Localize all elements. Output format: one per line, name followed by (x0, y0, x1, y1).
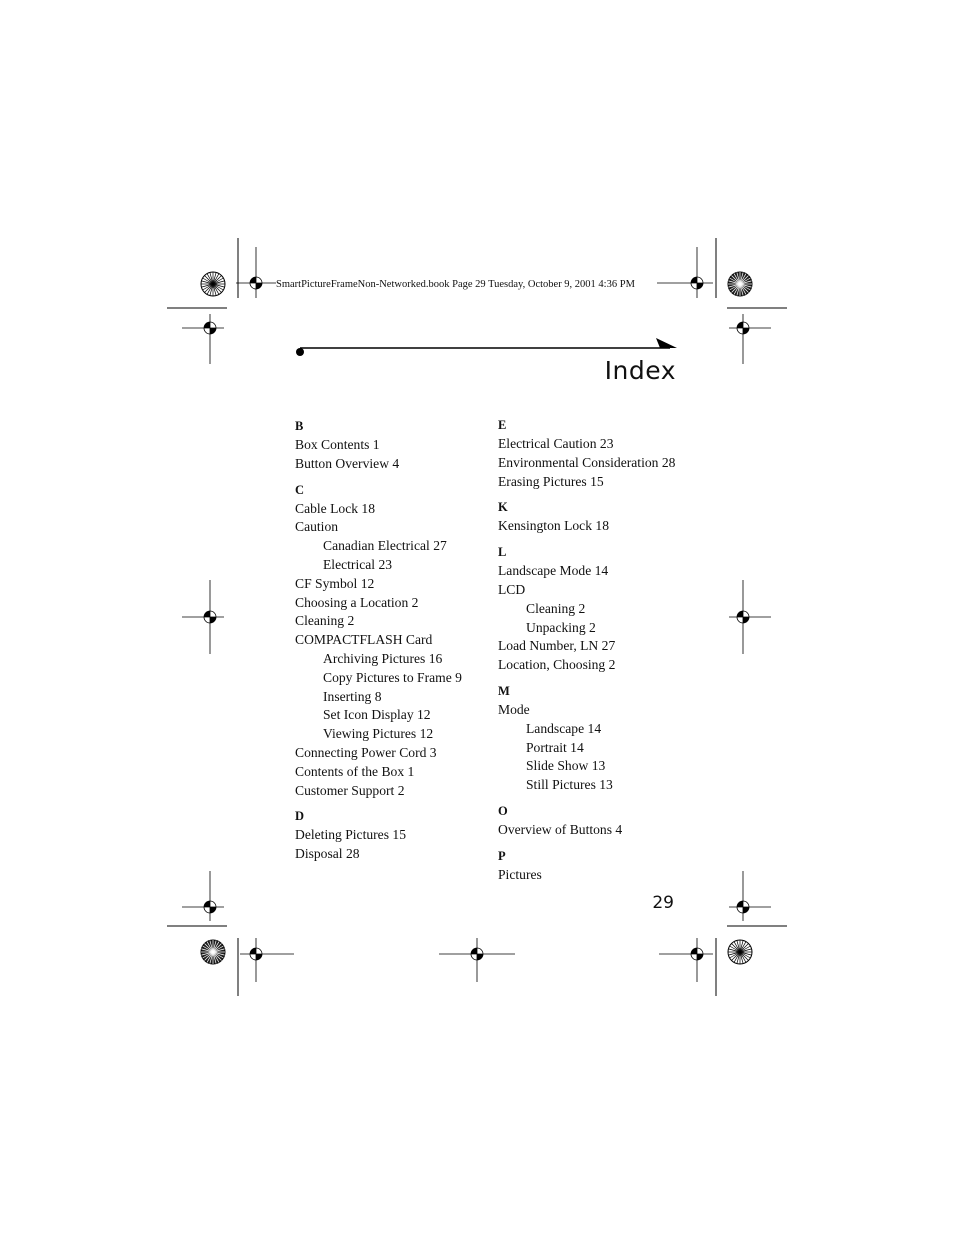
index-subentry: Archiving Pictures 16 (323, 650, 443, 666)
index-entry: COMPACTFLASH Card (295, 632, 433, 648)
index-letter-heading: P (498, 848, 506, 863)
index-entry: CF Symbol 12 (295, 575, 375, 591)
index-letter-heading: O (498, 803, 508, 818)
index-entry: Load Number, LN 27 (498, 638, 616, 654)
index-subentry: Copy Pictures to Frame 9 (323, 669, 462, 685)
index-entry: Location, Choosing 2 (498, 657, 616, 673)
index-subentry: Inserting 8 (323, 688, 382, 704)
print-header-line: SmartPictureFrameNon-Networked.book Page 29 Tuesday, October 9, 2001 4:36 PM (276, 279, 635, 290)
page-title: Index (604, 356, 676, 385)
index-subentry: Viewing Pictures 12 (323, 726, 434, 742)
index-column-left (295, 417, 462, 864)
index-entry: Disposal 28 (295, 846, 360, 862)
index-subentry: Landscape 14 (526, 720, 602, 736)
index-entry: Caution (295, 519, 339, 535)
index-entry: Electrical Caution 23 (498, 436, 614, 451)
index-letter-heading: D (295, 809, 305, 824)
index-entry: Connecting Power Cord 3 (295, 744, 437, 760)
index-entry: Mode (498, 701, 530, 717)
index-letter-heading: B (295, 419, 304, 433)
index-subentry: Unpacking 2 (526, 619, 596, 635)
index-entry: Erasing Pictures 15 (498, 473, 604, 489)
index-subentry: Electrical 23 (323, 556, 393, 572)
index-entry: Environmental Consideration 28 (498, 454, 676, 470)
index-entry: Contents of the Box 1 (295, 763, 415, 779)
index-entry: Landscape Mode 14 (498, 563, 609, 579)
index-entry: Kensington Lock 18 (498, 518, 610, 534)
index-entry: Cable Lock 18 (295, 500, 376, 516)
index-letter-heading: C (295, 482, 305, 497)
index-letter-heading: L (498, 545, 507, 560)
index-subentry: Portrait 14 (526, 739, 584, 755)
title-rule-arrow (296, 338, 677, 356)
index-letter-heading: K (498, 500, 508, 515)
page-number: 29 (652, 893, 674, 913)
index-entry: Button Overview 4 (295, 455, 400, 471)
index-letter-heading: M (498, 683, 510, 698)
index-entry: Deleting Pictures 15 (295, 827, 406, 843)
index-entry: Cleaning 2 (295, 613, 355, 629)
index-subentry: Set Icon Display 12 (323, 707, 431, 723)
index-entry: Choosing a Location 2 (295, 594, 419, 610)
index-subentry: Cleaning 2 (526, 600, 586, 616)
index-column-right (498, 416, 675, 885)
index-entry: Pictures (498, 866, 542, 882)
index-subentry: Slide Show 13 (526, 758, 606, 774)
index-entry: Overview of Buttons 4 (498, 821, 623, 837)
index-subentry: Canadian Electrical 27 (323, 538, 447, 554)
index-subentry: Still Pictures 13 (526, 777, 613, 793)
index-entry: Box Contents 1 (295, 437, 380, 452)
index-letter-heading: E (498, 418, 507, 432)
index-entry: LCD (498, 581, 526, 597)
index-entry: Customer Support 2 (295, 782, 405, 798)
